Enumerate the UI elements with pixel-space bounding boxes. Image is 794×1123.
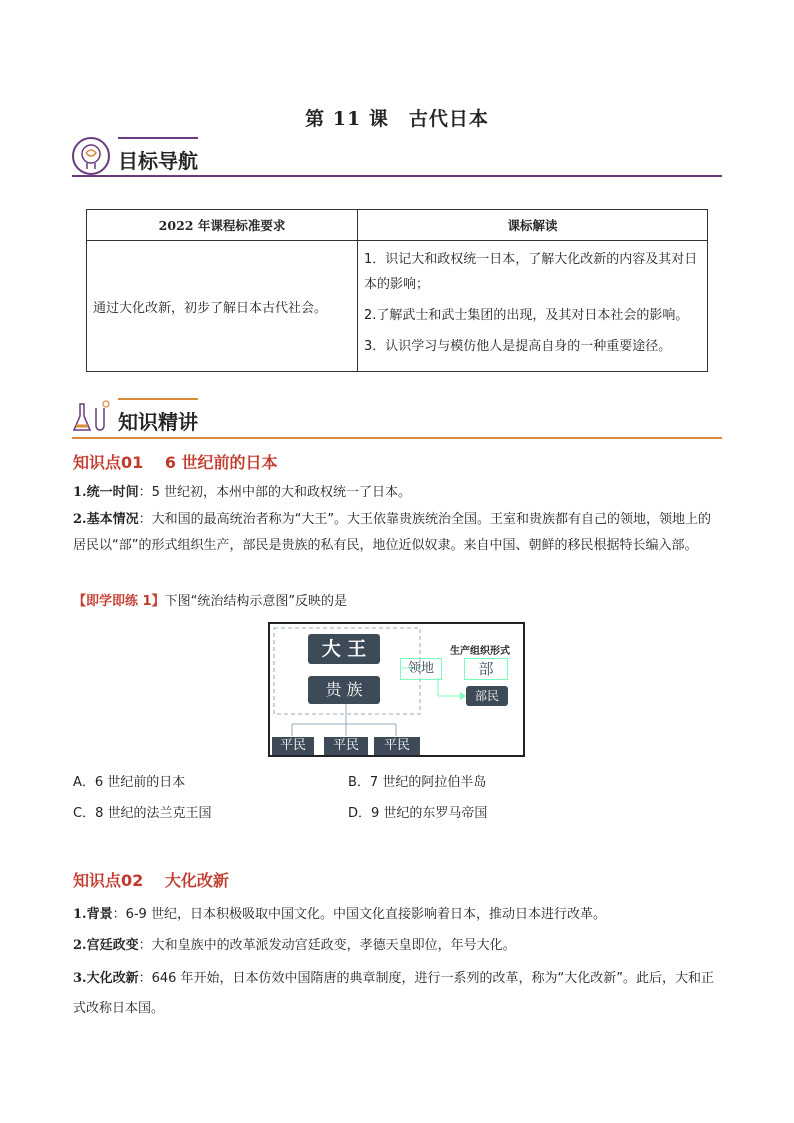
list-item: 3．认识学习与模仿他人是提高自身的一种重要途径。 — [364, 339, 672, 354]
governance-structure-diagram — [268, 622, 525, 757]
knowledge-point-title: 知识点01 6 世纪前的日本 — [73, 453, 278, 472]
lesson-title: 第 11 课 古代日本 — [305, 108, 489, 130]
answer-options — [73, 771, 723, 831]
paragraph — [73, 507, 723, 559]
list-item: 2.了解武士和武士集团的出现，及其对日本社会的影响。 — [364, 308, 689, 323]
list-item: 1．识记大和政权统一日本，了解大化改新的内容及其对日本的影响； — [364, 252, 698, 292]
paragraph — [73, 933, 723, 959]
section-header-knowledge — [72, 398, 722, 446]
section-label: 知识精讲 — [118, 410, 198, 434]
commoner-box: 平民 — [374, 737, 420, 755]
section-label: 目标导航 — [118, 149, 198, 173]
knowledge-point-title: 知识点02 大化改新 — [73, 871, 229, 890]
territory-box: 领地 — [400, 658, 442, 680]
table-cell — [358, 241, 708, 372]
table-cell: 通过大化改新，初步了解日本古代社会。 — [87, 241, 358, 372]
paragraph-text: ：大和皇族中的改革派发动宫廷政变，孝德天皇即位，年号大化。 — [138, 938, 516, 953]
option-a[interactable]: A．6 世纪前的日本 — [73, 775, 186, 790]
paragraph-text: ：5 世纪初，本州中部的大和政权统一了日本。 — [138, 485, 411, 500]
exercise-tag: 【即学即练 1】 — [73, 594, 165, 609]
curriculum-table — [86, 209, 708, 372]
paragraph-label: 2.宫廷政变 — [73, 938, 139, 953]
lab-flask-icon — [72, 398, 112, 436]
noble-box: 贵 族 — [308, 676, 380, 704]
paragraph-text: ：646 年开始，日本仿效中国隋唐的典章制度，进行一系列的改革，称为“大化改新”。此后，大和正式改称日本国。 — [73, 971, 714, 1016]
paragraph-label: 1.背景 — [73, 907, 113, 922]
exercise-prompt — [73, 590, 347, 609]
section-header-goals — [72, 137, 722, 185]
table-header: 2022 年课程标准要求 — [87, 210, 358, 241]
table-header: 课标解读 — [358, 210, 708, 241]
option-b[interactable]: B．7 世纪的阿拉伯半岛 — [348, 775, 487, 790]
paragraph-label: 1.统一时间 — [73, 485, 139, 500]
commoner-box: 平民 — [324, 737, 368, 755]
paragraph — [73, 480, 723, 506]
paragraph — [73, 964, 723, 1024]
paragraph-label: 2.基本情况 — [73, 512, 139, 527]
commoner-box: 平民 — [272, 737, 314, 755]
production-form-label: 生产组织形式 — [450, 646, 510, 657]
king-box: 大 王 — [308, 634, 380, 664]
paragraph — [73, 902, 723, 928]
exercise-text: 下图“统治结构示意图”反映的是 — [164, 594, 348, 609]
paragraph-text: ：6-9 世纪，日本积极吸取中国文化。中国文化直接影响着日本，推动日本进行改革。 — [112, 907, 606, 922]
paragraph-text: ：大和国的最高统治者称为“大王”。大王依靠贵族统治全国。王室和贵族都有自己的领地，领地上的居民以“部”的形式组织生产，部民是贵族的私有民，地位近似奴隶。来自中国、朝鲜的移民根据特长编入部。 — [73, 512, 712, 553]
bumin-box: 部民 — [466, 686, 508, 706]
bu-box: 部 — [464, 658, 508, 680]
option-d[interactable]: D．9 世纪的东罗马帝国 — [348, 806, 488, 821]
brain-head-icon — [72, 137, 110, 175]
option-c[interactable]: C．8 世纪的法兰克王国 — [73, 806, 212, 821]
paragraph-label: 3.大化改新 — [73, 971, 139, 986]
